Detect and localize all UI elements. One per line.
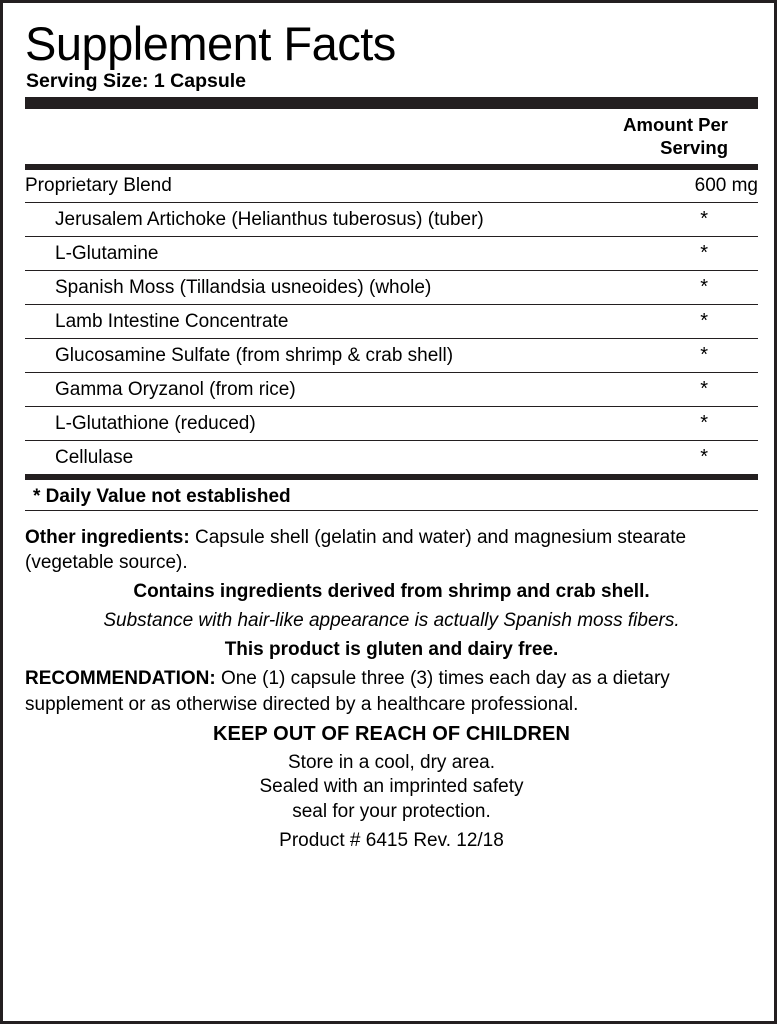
ingredient-name: L-Glutamine	[25, 236, 558, 270]
storage-instructions	[25, 751, 758, 824]
storage-line-2: Sealed with an imprinted safety	[259, 776, 524, 798]
substance-statement: Substance with hair-like appearance is actually Spanish moss fibers.	[103, 610, 680, 632]
recommendation-label: RECOMMENDATION:	[25, 668, 216, 690]
body-copy	[25, 525, 758, 853]
storage-line-3: seal for your protection.	[292, 800, 491, 822]
ingredient-amount: *	[558, 304, 758, 338]
table-row	[25, 236, 758, 270]
divider-thin	[25, 510, 758, 512]
page-title: Supplement Facts	[25, 17, 396, 70]
product-number: Product # 6415 Rev. 12/18	[279, 829, 504, 851]
ingredient-name: Glucosamine Sulfate (from shrimp & crab shell)	[25, 338, 558, 372]
table-row	[25, 372, 758, 406]
table-row	[25, 304, 758, 338]
other-ingredients	[25, 525, 758, 575]
ingredient-name: L-Glutathione (reduced)	[25, 406, 558, 440]
storage-line-1: Store in a cool, dry area.	[288, 752, 495, 774]
table-row	[25, 440, 758, 474]
other-ingredients-text: Capsule shell (gelatin and water) and magnesium stearate (vegetable source).	[25, 527, 687, 574]
table-row	[25, 170, 758, 203]
ingredient-name: Jerusalem Artichoke (Helianthus tuberosus) (tuber)	[25, 202, 558, 236]
table-row	[25, 406, 758, 440]
ingredient-name: Spanish Moss (Tillandsia usneoides) (whole)	[25, 270, 558, 304]
divider-thick-top	[25, 97, 758, 109]
recommendation-text: One (1) capsule three (3) times each day as a dietary supplement or as otherwise directed by a healthcare professional.	[25, 668, 670, 715]
table-row	[25, 202, 758, 236]
ingredient-amount: *	[700, 445, 708, 468]
table-row	[25, 270, 758, 304]
table-row	[25, 338, 758, 372]
ingredient-amount: 600 mg	[558, 170, 758, 203]
amount-header-line2: Serving	[660, 137, 728, 159]
ingredient-name: Lamb Intestine Concentrate	[25, 304, 558, 338]
ingredient-amount: *	[558, 270, 758, 304]
ingredient-amount: *	[558, 202, 758, 236]
supplement-facts-table	[25, 170, 758, 474]
ingredient-name: Gamma Oryzanol (from rice)	[25, 372, 558, 406]
ingredient-name: Proprietary Blend	[25, 170, 558, 203]
gluten-statement: This product is gluten and dairy free.	[224, 639, 559, 661]
amount-per-serving-header	[25, 109, 758, 163]
label-content	[25, 13, 758, 857]
ingredient-amount: *	[558, 372, 758, 406]
ingredient-amount: *	[558, 236, 758, 270]
amount-header-line1: Amount Per	[623, 114, 728, 136]
contains-statement: Contains ingredients derived from shrimp and crab shell.	[133, 581, 650, 603]
ingredient-amount: *	[558, 406, 758, 440]
daily-value-note: * Daily Value not established	[33, 485, 291, 507]
keep-out-of-reach-warning: KEEP OUT OF REACH OF CHILDREN	[213, 722, 570, 745]
ingredient-amount: *	[558, 338, 758, 372]
recommendation	[25, 666, 758, 716]
other-ingredients-label: Other ingredients:	[25, 527, 190, 549]
ingredient-name: Cellulase	[55, 446, 134, 468]
serving-size: Serving Size: 1 Capsule	[26, 70, 246, 93]
